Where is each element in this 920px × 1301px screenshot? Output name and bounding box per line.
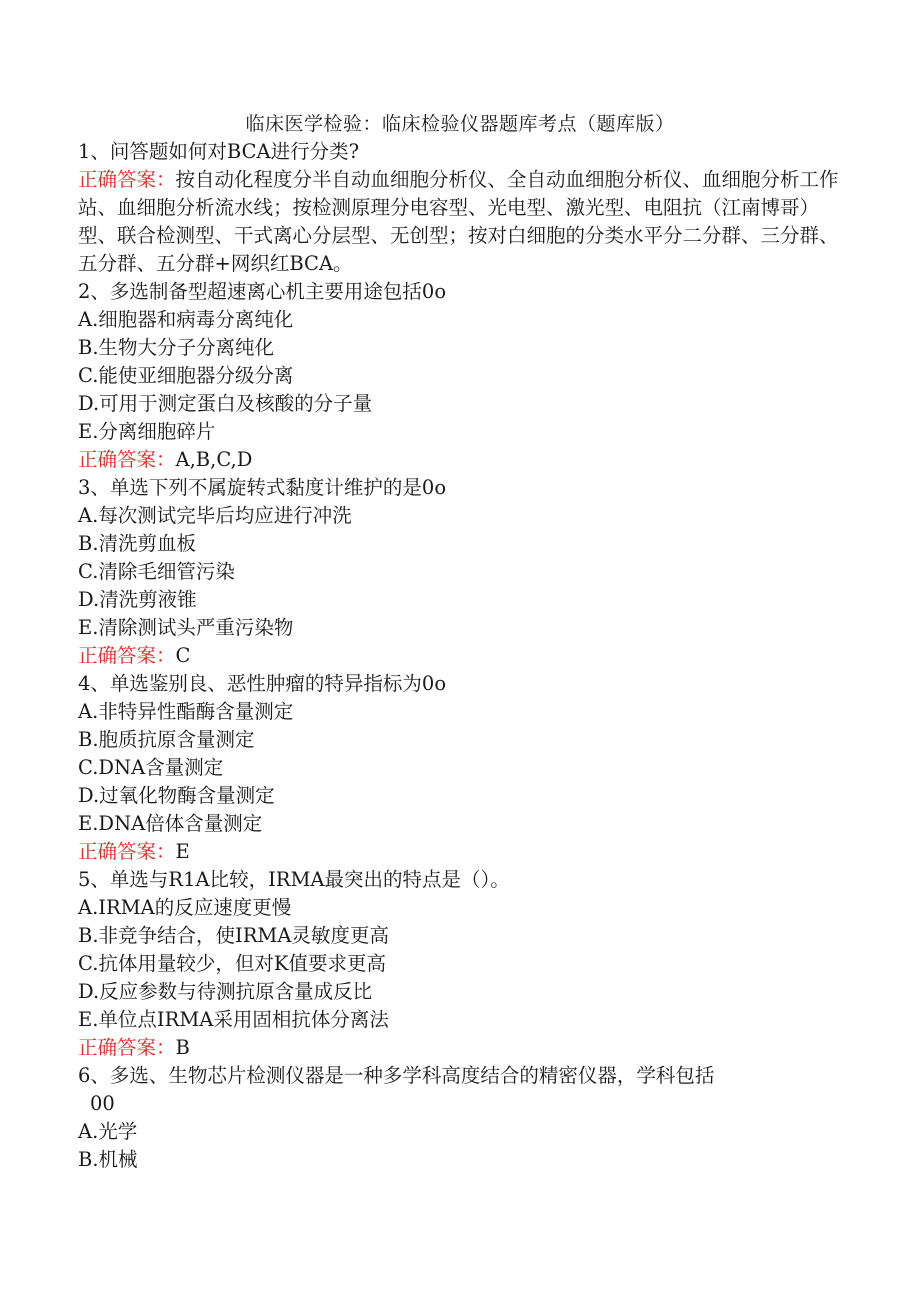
question-stem: 2、多选制备型超速离心机主要用途包括0o — [78, 280, 447, 303]
question-stem: 3、单选下列不属旋转式黏度计维护的是0o — [78, 476, 447, 499]
answer-label: 正确答案： — [78, 840, 176, 863]
answer-text: C — [175, 644, 191, 667]
option-b: B.胞质抗原含量测定 — [78, 728, 255, 751]
option-b: B.非竞争结合，使IRMA灵敏度更高 — [78, 924, 389, 947]
answer-label: 正确答案： — [78, 1036, 176, 1059]
answer-text: A,B,C,D — [175, 448, 253, 471]
question-stem: 6、多选、生物芯片检测仪器是一种多学科高度结合的精密仪器，学科包括 — [78, 1064, 715, 1087]
question-3 — [78, 474, 848, 670]
question-6 — [78, 1062, 848, 1174]
option-d: D.清洗剪液锥 — [78, 588, 197, 611]
option-c: C.能使亚细胞器分级分离 — [78, 364, 294, 387]
option-e: E.DNA倍体含量测定 — [78, 812, 263, 835]
answer-block — [78, 838, 848, 866]
question-2 — [78, 278, 848, 474]
answer-block — [78, 1034, 848, 1062]
question-5 — [78, 866, 848, 1062]
option-b: B.机械 — [78, 1148, 138, 1171]
option-a: A.非特异性酯酶含量测定 — [78, 700, 294, 723]
answer-text: E — [175, 840, 190, 863]
answer-block — [78, 446, 848, 474]
option-a: A.每次测试完毕后均应进行冲洗 — [78, 504, 352, 527]
question-stem: 5、单选与R1A比较，IRMA最突出的特点是（）。 — [78, 868, 510, 891]
answer-text: 按自动化程度分半自动血细胞分析仪、全自动血细胞分析仪、血细胞分析工作站、血细胞分析流水线；按检测原理分电容型、光电型、激光型、电阻抗（江南博哥）型、联合检测型、干式离心分层型、无创型；按对白细胞的分类水平分二分群、三分群、五分群、五分群+网织红BCA。 — [78, 168, 839, 275]
option-d: D.过氧化物酶含量测定 — [78, 784, 275, 807]
answer-block — [78, 166, 848, 278]
answer-label: 正确答案： — [78, 644, 176, 667]
question-stem: 1、问答题如何对BCA进行分类? — [78, 140, 360, 163]
question-stem: 4、单选鉴别良、恶性肿瘤的特异指标为0o — [78, 672, 447, 695]
answer-label: 正确答案： — [78, 448, 176, 471]
option-e: E.单位点IRMA采用固相抗体分离法 — [78, 1008, 389, 1031]
option-c: C.清除毛细管污染 — [78, 560, 235, 583]
answer-block — [78, 642, 848, 670]
answer-text: B — [175, 1036, 190, 1059]
question-stem-continuation: 00 — [90, 1092, 115, 1115]
option-e: E.清除测试头严重污染物 — [78, 616, 294, 639]
question-4 — [78, 670, 848, 866]
option-d: D.可用于测定蛋白及核酸的分子量 — [78, 392, 373, 415]
question-1 — [78, 138, 848, 278]
option-a: A.光学 — [78, 1120, 138, 1143]
option-e: E.分离细胞碎片 — [78, 420, 216, 443]
option-c: C.抗体用量较少，但对K值要求更高 — [78, 952, 386, 975]
option-c: C.DNA含量测定 — [78, 756, 224, 779]
question-list — [78, 138, 848, 1174]
document-title: 临床医学检验：临床检验仪器题库考点（题库版） — [245, 113, 675, 135]
option-a: A.细胞器和病毒分离纯化 — [78, 308, 294, 331]
answer-label: 正确答案： — [78, 168, 176, 191]
option-b: B.生物大分子分离纯化 — [78, 336, 275, 359]
option-d: D.反应参数与待测抗原含量成反比 — [78, 980, 373, 1003]
option-b: B.清洗剪血板 — [78, 532, 197, 555]
option-a: A.IRMA的反应速度更慢 — [78, 896, 292, 919]
